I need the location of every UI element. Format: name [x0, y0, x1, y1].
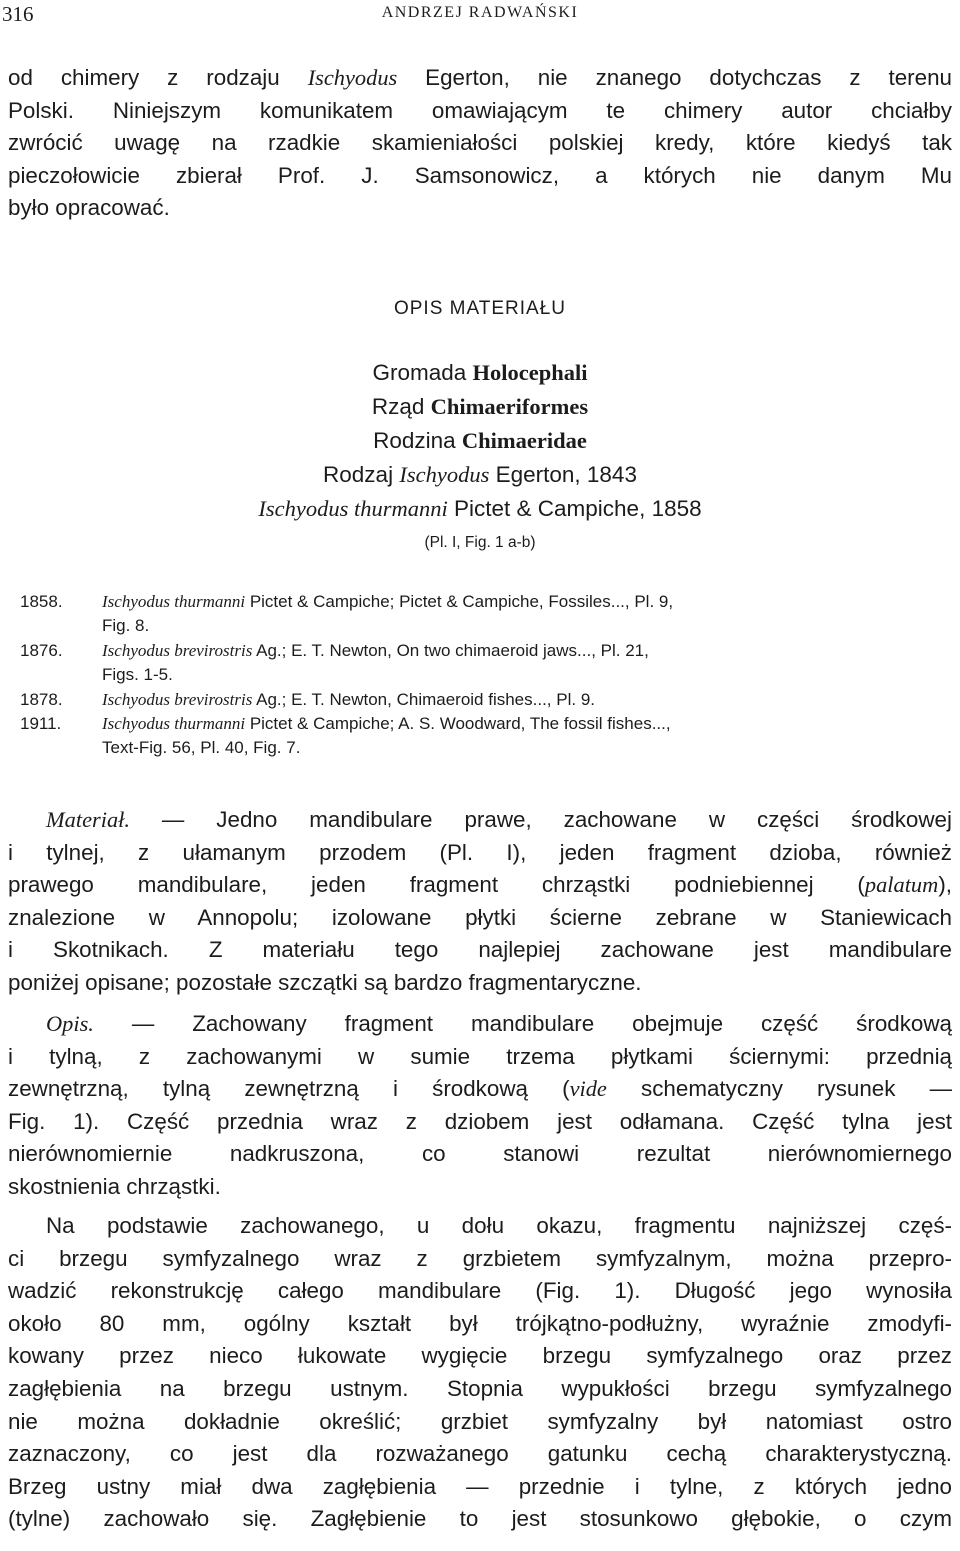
synonymy-year: 1878. [20, 689, 63, 709]
synonymy-entry: 1858. Ischyodus thurmanni Pictet & Campiche; Pictet & Campiche, Fossiles..., Pl. 9, Fig. 8. [20, 592, 674, 636]
description-paragraph [8, 1008, 952, 1204]
synonymy-entry: 1876. Ischyodus brevirostris Ag.; E. T. Newton, On two chimaeroid jaws..., Pl. 21, Figs. 1-5. [20, 640, 649, 685]
text-line: ci brzegu symfyzalnego wraz z grzbietem symfyzalnym, można przepro- [8, 1245, 952, 1271]
taxon-order: Rząd Chimaeriformes [371, 394, 589, 419]
text-line: prawego mandibulare, jeden fragment chrząstki podniebiennej (palatum), [8, 872, 952, 898]
synonymy-entry: 1878. Ischyodus brevirostris Ag.; E. T. Newton, Chimaeroid fishes..., Pl. 9. [20, 688, 950, 712]
text-line: nie można dokładnie określić; grzbiet symfyzalny był natomiast ostro [8, 1408, 952, 1434]
text-line: wadzić rekonstrukcję całego mandibulare (Fig. 1). Długość jego wynosiła [8, 1278, 952, 1304]
text-line: zaznaczony, co jest dla rozważanego gatunku cechą charakterystyczną. [8, 1441, 952, 1467]
taxon-family: Rodzina Chimaeridae [373, 428, 587, 453]
intro-paragraph [8, 62, 952, 225]
synonymy-year: 1911. [20, 714, 62, 734]
text-line: Opis. — Zachowany fragment mandibulare obejmuje część środkową [46, 1011, 952, 1036]
text-line: poniżej opisane; pozostałe szczątki są bardzo fragmentaryczne. [8, 969, 642, 995]
text-line: pieczołowicie zbierał Prof. J. Samsonowicz, a których nie danym Mu [8, 162, 952, 188]
text-line: kowany przez nieco łukowate wygięcie brzegu symfyzalnego oraz przez [8, 1343, 952, 1369]
genus-name: Ischyodus [307, 65, 398, 90]
text-line: od chimery z rodzaju Ischyodus Egerton, nie znanego dotychczas z terenu [8, 65, 952, 90]
text-line: i tylną, z zachowanymi w sumie trzema płytkami ściernymi: przednią [8, 1043, 952, 1069]
synonymy-year: 1858. [20, 592, 63, 611]
text-line: około 80 mm, ogólny kształt był trójkątno-podłużny, wyraźnie zmodyfi- [8, 1310, 952, 1336]
running-head [0, 0, 960, 40]
synonymy-entry: 1911. Ischyodus thurmanni Pictet & Campiche; A. S. Woodward, The fossil fishes..., Text-Fig. 56, Pl. 40, Fig. 7. [20, 714, 671, 758]
reconstruction-paragraph [8, 1210, 952, 1536]
text-line: i tylnej, z ułamanym przodem (Pl. I), jeden fragment dzioba, również [8, 839, 952, 865]
text-line: Na podstawie zachowanego, u dołu okazu, fragmentu najniższej częś- [46, 1213, 952, 1238]
text-line: Polski. Niniejszym komunikatem omawiającym te chimery autor chciałby [8, 97, 952, 123]
text-line: Materiał. — Jedno mandibulare prawe, zachowane w części środkowej [46, 807, 952, 832]
description-heading: Opis. [46, 1011, 94, 1036]
text-line: zagłębienia na brzegu ustnym. Stopnia wypukłości brzegu symfyzalnego [8, 1375, 952, 1401]
taxon-class: Gromada Holocephali [372, 360, 588, 385]
text-line: zwrócić uwagę na rzadkie skamieniałości polskiej kredy, które kiedyś tak [8, 130, 952, 156]
running-head-author: ANDRZEJ RADWAŃSKI [381, 4, 579, 21]
taxon-genus: Rodzaj Ischyodus Egerton, 1843 [323, 462, 637, 487]
plate-reference: (Pl. I, Fig. 1 a-b) [424, 534, 536, 551]
text-line: nierównomiernie nadkruszona, co stanowi rezultat nierównomiernego [8, 1141, 952, 1167]
text-line: i Skotnikach. Z materiału tego najlepiej zachowane jest mandibulare [8, 937, 952, 963]
page-number: 316 [2, 2, 34, 26]
material-paragraph [8, 804, 952, 1000]
taxon-species: Ischyodus thurmanni Pictet & Campiche, 1858 [258, 496, 702, 521]
material-heading: Materiał. [46, 807, 130, 832]
text-line: znalezione w Annopolu; izolowane płytki ścierne zebrane w Staniewicach [8, 904, 952, 930]
synonymy-list [20, 590, 950, 761]
text-line: Fig. 1). Część przednia wraz z dziobem jest odłamana. Część tylna jest [8, 1108, 952, 1134]
section-title: OPIS MATERIAŁU [393, 298, 566, 319]
text-line: zewnętrzną, tylną zewnętrzną i środkową (vide schematyczny rysunek — [8, 1076, 952, 1102]
text-line: skostnienia chrząstki. [8, 1173, 221, 1199]
text-line: było opracować. [8, 195, 170, 221]
text-line: Brzeg ustny miał dwa zagłębienia — przednie i tylne, z których jedno [8, 1473, 952, 1499]
synonymy-year: 1876. [20, 640, 63, 660]
text-line: (tylne) zachowało się. Zagłębienie to jest stosunkowo głębokie, o czym [8, 1506, 952, 1532]
